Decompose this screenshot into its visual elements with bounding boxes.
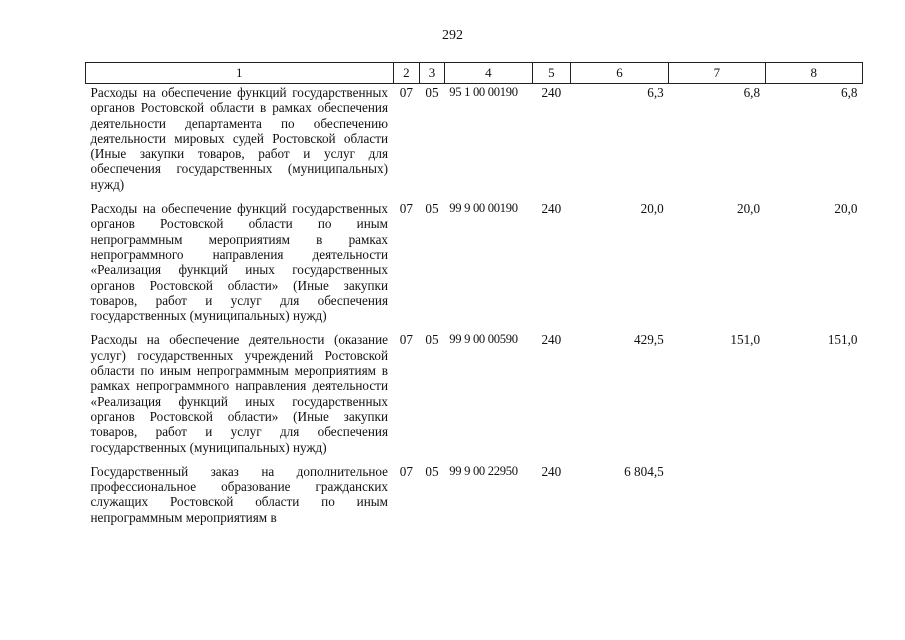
table-row <box>86 84 863 201</box>
row-target-article: 99 9 00 22950 <box>449 463 518 478</box>
row-target-article: 99 9 00 00190 <box>449 201 518 216</box>
row-amount-col6: 6 804,5 <box>624 463 664 479</box>
row-expense-type: 240 <box>541 332 562 348</box>
row-amount-col7: 20,0 <box>736 201 761 217</box>
row-target-article: 95 1 00 00190 <box>449 85 518 99</box>
table-row <box>86 200 863 331</box>
row-amount-col7 <box>669 463 765 533</box>
row-expense-type: 240 <box>541 201 562 217</box>
row-description: Расходы на обеспечение деятельности (оказание услуг) государственных учреждений Ростовской области по иным непрограммным мероприятиям в рамках непрограммного направления деятельности «Реализация функций иных государственных органов Ростовской области» (Иные закупки товаров, работ и услуг для обеспечения государственных (муниципальных) нужд) <box>90 332 389 455</box>
row-amount-col8: 6,8 <box>841 85 858 100</box>
row-description: Государственный заказ на дополнительное профессиональное образование гражданских служащих Ростовской области по иным непрограммным мероприятиям в <box>90 463 389 525</box>
row-subsection-code: 05 <box>425 85 439 100</box>
row-expense-type: 240 <box>541 463 562 479</box>
header-col-5: 5 <box>532 63 570 84</box>
row-subsection-code: 05 <box>425 463 439 479</box>
row-amount-col8 <box>765 463 862 533</box>
row-amount-col6: 6,3 <box>647 85 664 100</box>
row-target-article: 99 9 00 00590 <box>449 332 518 347</box>
header-col-4: 4 <box>444 63 532 84</box>
row-expense-type: 240 <box>541 85 562 100</box>
row-amount-col6: 20,0 <box>640 201 664 217</box>
row-amount-col7: 6,8 <box>743 85 761 100</box>
row-section-code: 07 <box>399 85 413 100</box>
row-section-code: 07 <box>399 332 413 348</box>
row-subsection-code: 05 <box>425 201 439 217</box>
row-description: Расходы на обеспечение функций государственных органов Ростовской области по иным непрограммным мероприятиям в рамках непрограммного направления деятельности «Реализация функций иных государственных органов Ростовской области» (Иные закупки товаров, работ и услуг для обеспечения государственных (муниципальных) нужд) <box>90 201 389 324</box>
header-col-7: 7 <box>669 63 765 84</box>
header-col-8: 8 <box>765 63 862 84</box>
table-header-row <box>86 63 863 84</box>
row-subsection-code: 05 <box>425 332 439 348</box>
table-row <box>86 331 863 462</box>
row-description: Расходы на обеспечение функций государственных органов Ростовской области в рамках обеспечения деятельности департамента по обеспечению деятельности мировых судей Ростовской области (Иные закупки товаров, работ и услуг для обеспечения государственных (муниципальных) нужд) <box>90 85 389 192</box>
row-amount-col7: 151,0 <box>730 332 761 348</box>
row-amount-col8: 151,0 <box>827 332 858 348</box>
table-row <box>86 463 863 533</box>
header-col-2: 2 <box>393 63 420 84</box>
row-section-code: 07 <box>399 463 413 479</box>
header-col-3: 3 <box>420 63 445 84</box>
row-amount-col8: 20,0 <box>834 201 858 217</box>
header-col-1: 1 <box>86 63 394 84</box>
row-section-code: 07 <box>399 201 413 217</box>
page-number: 292 <box>442 28 463 43</box>
row-amount-col6: 429,5 <box>634 332 664 348</box>
header-col-6: 6 <box>570 63 668 84</box>
budget-table <box>85 62 863 533</box>
